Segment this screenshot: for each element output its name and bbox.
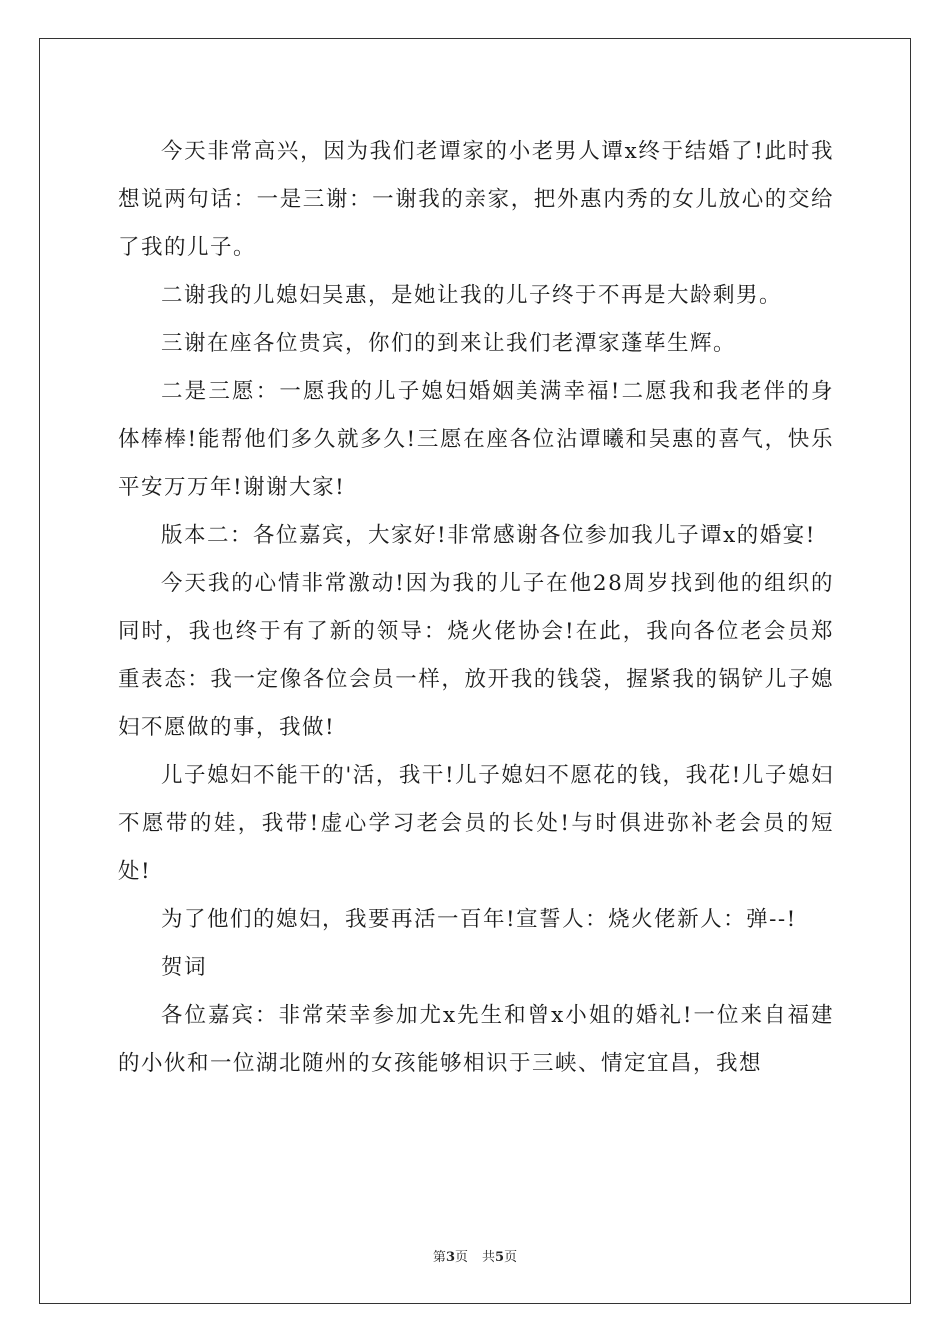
page-prefix: 第: [432, 1250, 446, 1265]
paragraph: 为了他们的媳妇，我要再活一百年!宣誓人：烧火佬新人：弹--!: [161, 907, 797, 932]
paragraph: 各位嘉宾：非常荣幸参加尤x先生和曾x小姐的婚礼!一位来自福建的小伙和一位湖北随州的女孩能够相识于三峡、情定宜昌，我想: [118, 1003, 834, 1076]
document-body: [118, 128, 834, 1088]
paragraph: 儿子媳妇不能干的'活，我干!儿子媳妇不愿花的钱，我花!儿子媳妇不愿带的娃，我带!虚心学习老会员的长处!与时俱进弥补老会员的短处!: [118, 763, 834, 884]
page-footer: [0, 1246, 950, 1265]
paragraph: 今天非常高兴，因为我们老谭家的小老男人谭x终于结婚了!此时我想说两句话：一是三谢：一谢我的亲家，把外惠内秀的女儿放心的交给了我的儿子。: [118, 139, 834, 260]
paragraph: 版本二：各位嘉宾，大家好!非常感谢各位参加我儿子谭x的婚宴!: [161, 523, 816, 548]
paragraph: 今天我的心情非常激动!因为我的儿子在他28周岁找到他的组织的同时，我也终于有了新的领导：烧火佬协会!在此，我向各位老会员郑重表态：我一定像各位会员一样，放开我的钱袋，握紧我的锅铲儿子媳妇不愿做的事，我做!: [118, 571, 834, 740]
paragraph: 二谢我的儿媳妇吴惠，是她让我的儿子终于不再是大龄剩男。: [161, 283, 783, 308]
paragraph: 二是三愿：一愿我的儿子媳妇婚姻美满幸福!二愿我和我老伴的身体棒棒!能帮他们多久就多久!三愿在座各位沾谭曦和吴惠的喜气，快乐平安万万年!谢谢大家!: [118, 379, 834, 500]
page-suffix: 页: [454, 1250, 468, 1265]
section-heading: 贺词: [161, 955, 208, 980]
total-suffix: 页: [504, 1250, 518, 1265]
total-pages-number: 5: [495, 1250, 505, 1265]
paragraph: 三谢在座各位贵宾，你们的到来让我们老潭家蓬荜生辉。: [161, 331, 737, 356]
current-page-number: 3: [445, 1250, 455, 1265]
total-prefix: 共: [482, 1250, 496, 1265]
